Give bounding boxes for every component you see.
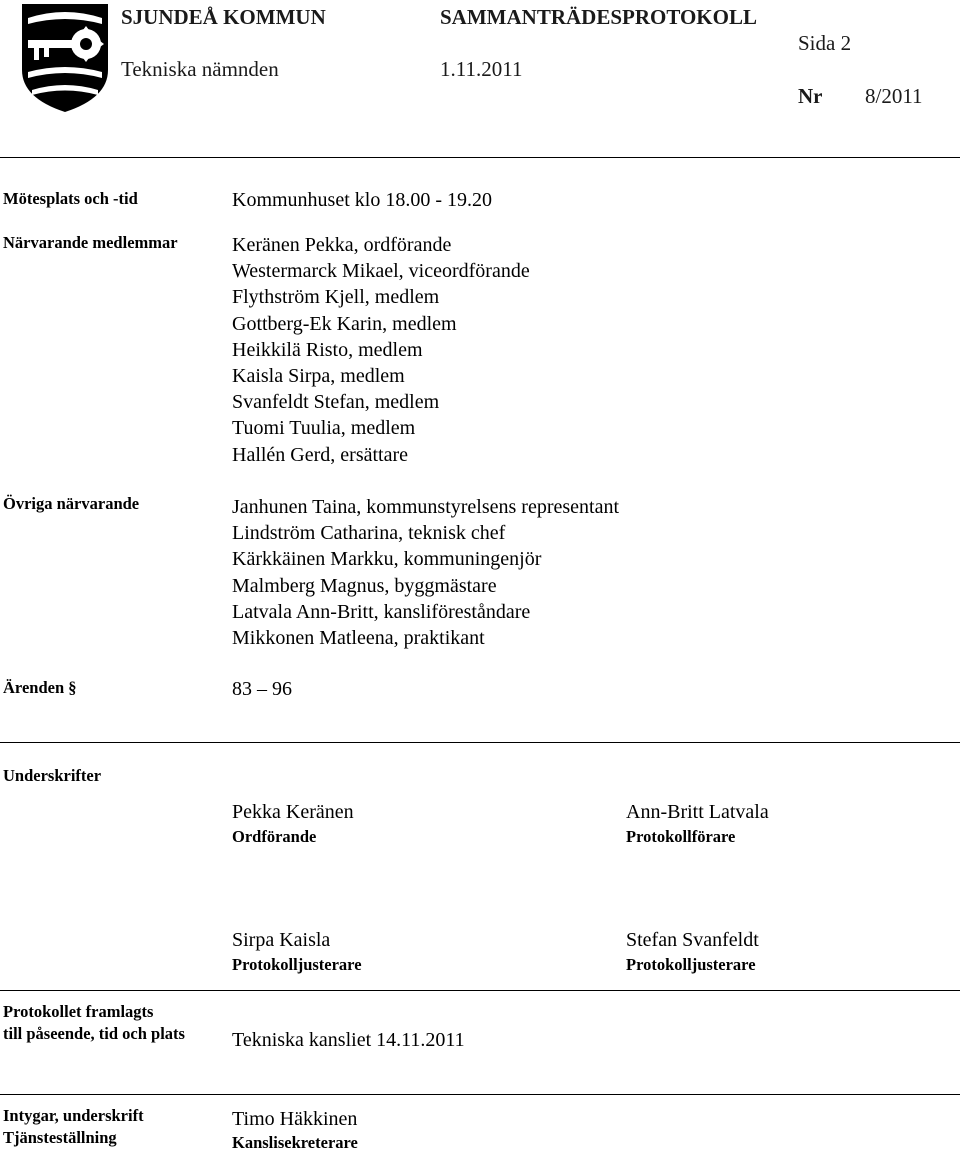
list-item: Lindström Catharina, teknisk chef xyxy=(232,522,506,545)
list-item: Kaisla Sirpa, medlem xyxy=(232,364,405,387)
municipality-name: SJUNDEÅ KOMMUN xyxy=(121,5,326,29)
items-label: Ärenden § xyxy=(3,678,77,697)
signature-role: Protokolljusterare xyxy=(626,955,756,974)
section-divider xyxy=(0,1094,960,1095)
place-label: Mötesplats och -tid xyxy=(3,189,138,208)
document-type: SAMMANTRÄDESPROTOKOLL xyxy=(440,5,757,29)
signature-name: Pekka Keränen xyxy=(232,801,354,823)
list-item: Tuomi Tuulia, medlem xyxy=(232,417,416,440)
present-members-list xyxy=(232,232,530,468)
others-label: Övriga närvarande xyxy=(3,494,140,513)
coat-of-arms-icon xyxy=(20,2,110,114)
nr-value: 8/2011 xyxy=(865,84,923,108)
signature-name: Sirpa Kaisla xyxy=(232,929,331,951)
certificate-role: Kanslisekreterare xyxy=(232,1133,358,1152)
signatures-label: Underskrifter xyxy=(3,766,102,785)
list-item: Kärkkäinen Markku, kommuningenjör xyxy=(232,548,542,571)
signature-role: Protokollförare xyxy=(626,827,736,846)
list-item: Svanfeldt Stefan, medlem xyxy=(232,391,440,414)
certificate-label: Tjänsteställning xyxy=(3,1128,117,1147)
certificate-name: Timo Häkkinen xyxy=(232,1108,358,1130)
list-item: Hallén Gerd, ersättare xyxy=(232,443,409,466)
items-value: 83 – 96 xyxy=(232,678,292,700)
page-number: Sida 2 xyxy=(798,31,852,55)
nr-label: Nr xyxy=(798,84,823,108)
section-divider xyxy=(0,990,960,991)
list-item: Malmberg Magnus, byggmästare xyxy=(232,574,497,597)
presented-label: Protokollet framlagts xyxy=(3,1002,154,1021)
signature-role: Protokolljusterare xyxy=(232,955,362,974)
present-label: Närvarande medlemmar xyxy=(3,233,178,252)
section-divider xyxy=(0,742,960,743)
signature-name: Stefan Svanfeldt xyxy=(626,929,759,951)
certificate-label: Intygar, underskrift xyxy=(3,1106,144,1125)
list-item: Mikkonen Matleena, praktikant xyxy=(232,626,485,649)
presented-value: Tekniska kansliet 14.11.2011 xyxy=(232,1029,465,1051)
place-value: Kommunhuset klo 18.00 - 19.20 xyxy=(232,189,492,211)
list-item: Gottberg-Ek Karin, medlem xyxy=(232,312,457,335)
others-list xyxy=(232,494,619,651)
list-item: Flythström Kjell, medlem xyxy=(232,286,440,309)
signature-role: Ordförande xyxy=(232,827,317,846)
list-item: Janhunen Taina, kommunstyrelsens representant xyxy=(232,496,620,518)
list-item: Latvala Ann-Britt, kansliföreståndare xyxy=(232,600,531,623)
meeting-date: 1.11.2011 xyxy=(440,57,523,81)
list-item: Keränen Pekka, ordförande xyxy=(232,234,452,256)
list-item: Westermarck Mikael, viceordförande xyxy=(232,260,530,283)
committee-name: Tekniska nämnden xyxy=(121,57,279,81)
presented-label: till påseende, tid och plats xyxy=(3,1024,185,1043)
header-divider xyxy=(0,157,960,158)
list-item: Heikkilä Risto, medlem xyxy=(232,338,423,361)
signature-name: Ann-Britt Latvala xyxy=(626,801,769,823)
